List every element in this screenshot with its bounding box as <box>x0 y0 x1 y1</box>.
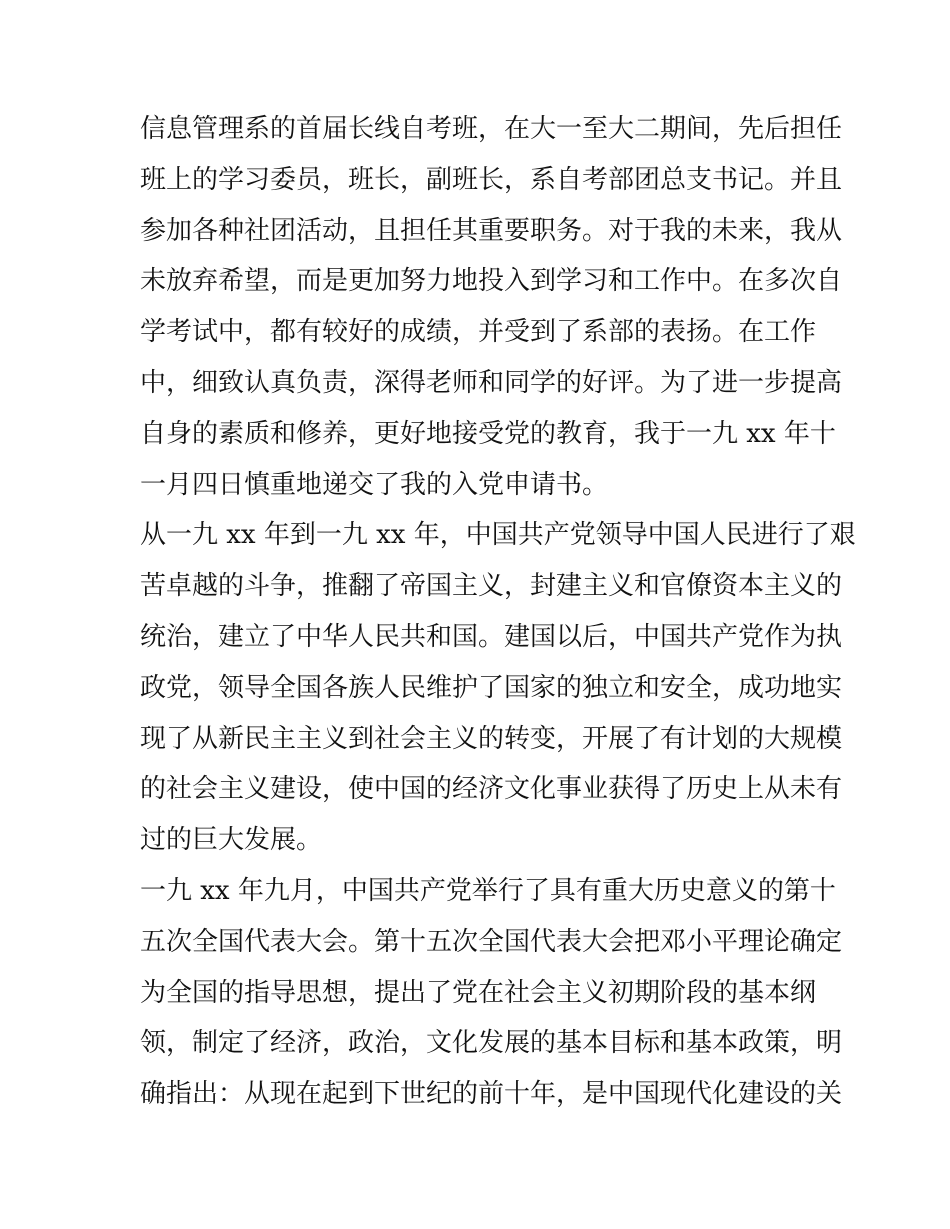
text-line: 苦卓越的斗争，推翻了帝国主义，封建主义和官僚资本主义的 <box>140 571 843 602</box>
text-line: 参加各种社团活动，且担任其重要职务。对于我的未来，我从 <box>140 215 843 246</box>
text-line: 一九 xx 年九月，中国共产党举行了具有重大历史意义的第十 <box>140 875 836 906</box>
text-line: 一月四日慎重地递交了我的入党申请书。 <box>140 469 609 500</box>
text-line: 未放弃希望，而是更加努力地投入到学习和工作中。在多次自 <box>140 266 843 297</box>
text-line: 政党，领导全国各族人民维护了国家的独立和安全，成功地实 <box>140 672 843 703</box>
text-line: 统治，建立了中华人民共和国。建国以后，中国共产党作为执 <box>140 621 843 652</box>
text-line: 学考试中，都有较好的成绩，并受到了系部的表扬。在工作 <box>140 317 817 348</box>
text-line: 从一九 xx 年到一九 xx 年，中国共产党领导中国人民进行了艰 <box>140 520 856 551</box>
paragraph-2 <box>140 510 856 866</box>
paragraph-3 <box>140 866 843 1120</box>
text-line: 中，细致认真负责，深得老师和同学的好评。为了进一步提高 <box>140 367 843 398</box>
text-line: 为全国的指导思想，提出了党在社会主义初期阶段的基本纲 <box>140 977 817 1008</box>
text-line: 五次全国代表大会。第十五次全国代表大会把邓小平理论确定 <box>140 926 843 957</box>
text-line: 信息管理系的首届长线自考班，在大一至大二期间，先后担任 <box>140 114 843 144</box>
text-line: 领，制定了经济，政治，文化发展的基本目标和基本政策，明 <box>140 1028 843 1059</box>
text-line: 班上的学习委员，班长，副班长，系自考部团总支书记。并且 <box>140 164 843 195</box>
text-line: 过的巨大发展。 <box>140 825 323 856</box>
text-line: 确指出：从现在起到下世纪的前十年，是中国现代化建设的关 <box>140 1079 843 1110</box>
text-line: 现了从新民主主义到社会主义的转变，开展了有计划的大规模 <box>140 723 843 754</box>
text-line: 自身的素质和修养，更好地接受党的教育，我于一九 xx 年十 <box>140 418 836 449</box>
text-line: 的社会主义建设，使中国的经济文化事业获得了历史上从未有 <box>140 774 843 805</box>
document-body <box>140 104 856 1120</box>
paragraph-1 <box>140 104 843 510</box>
